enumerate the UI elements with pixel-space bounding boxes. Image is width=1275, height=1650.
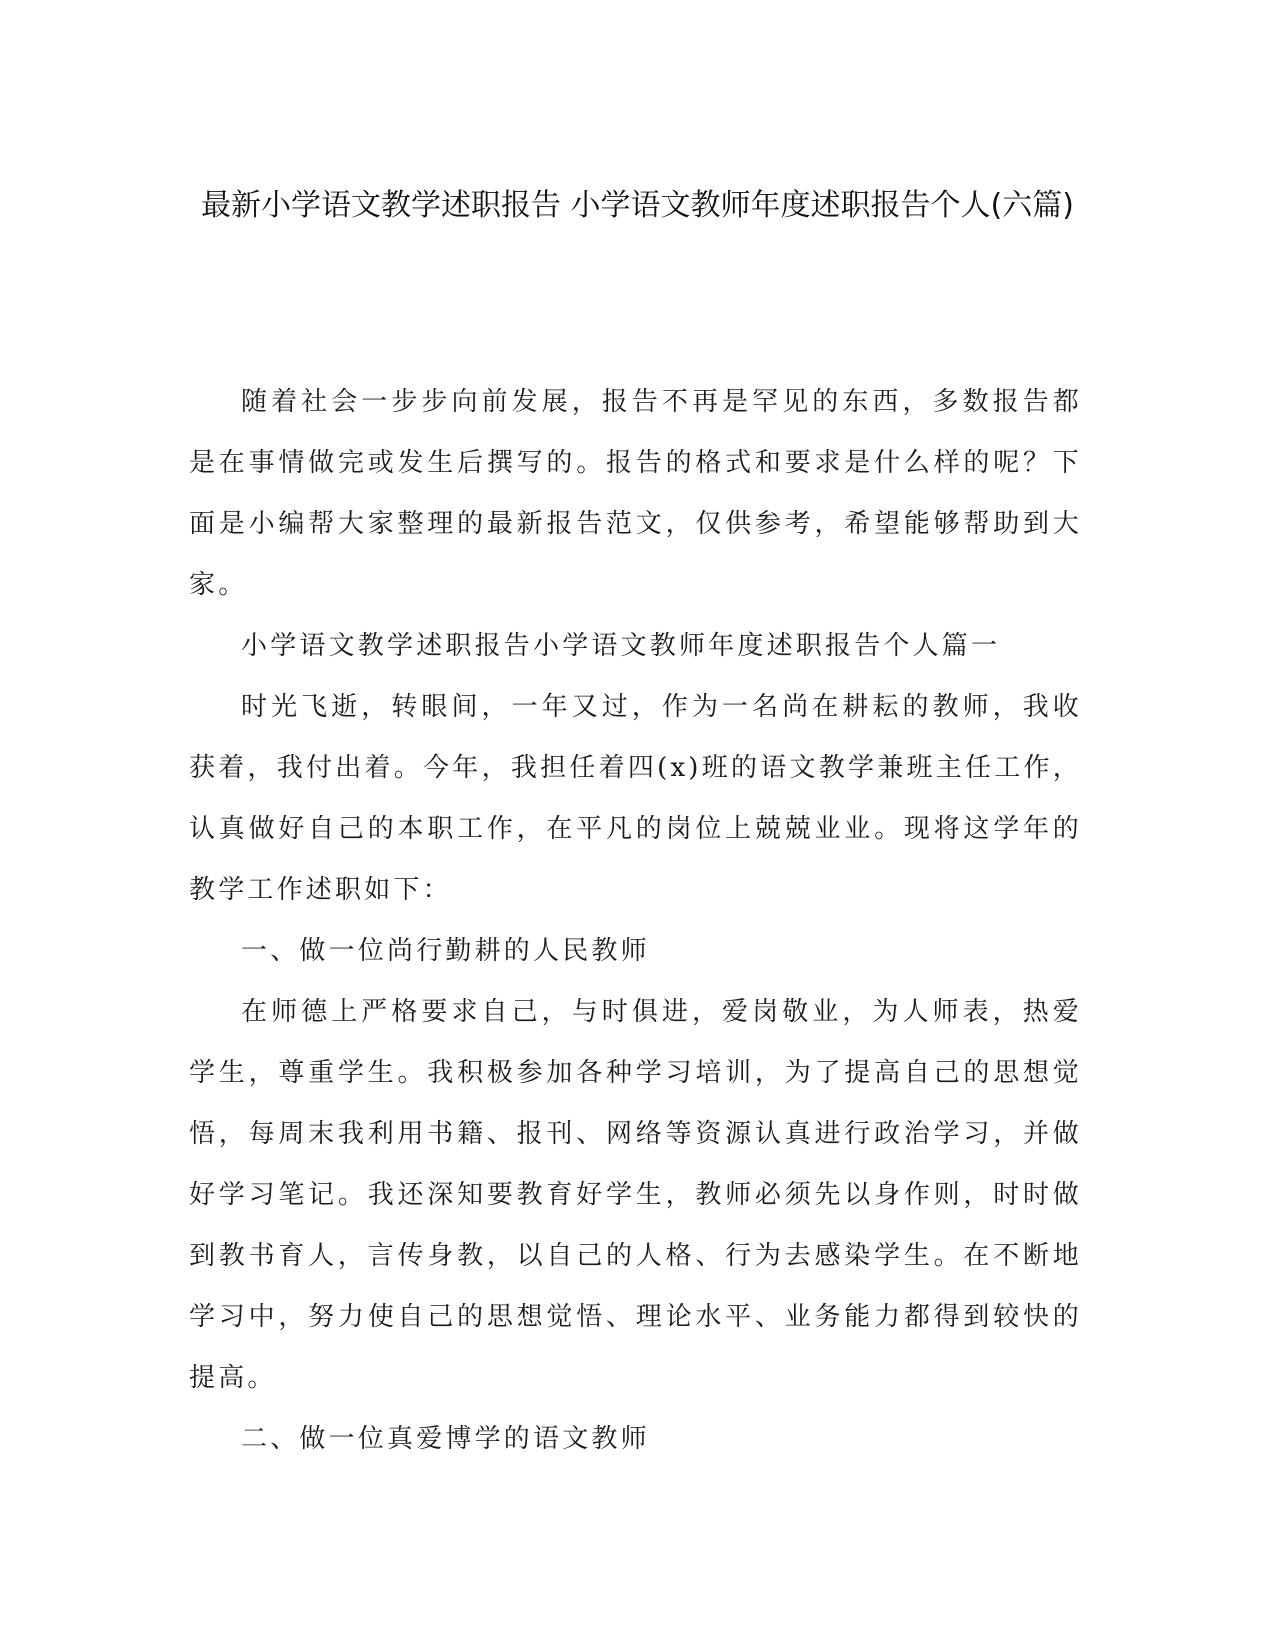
section-heading: 一、做一位尚行勤耕的人民教师 (241, 936, 650, 966)
section-heading: 二、做一位真爱博学的语文教师 (241, 1424, 650, 1454)
intro-paragraph: 随着社会一步步向前发展，报告不再是罕见的东西，多数报告都是在事情做完或发生后撰写的。报告的格式和要求是什么样的呢？下面是小编帮大家整理的最新报告范文，仅供参考，希望能够帮助到大家。 (189, 387, 1082, 600)
document-title: 最新小学语文教学述职报告 小学语文教师年度述职报告个人(六篇) (201, 188, 1074, 223)
chapter-heading: 小学语文教学述职报告小学语文教师年度述职报告个人篇一 (241, 631, 1001, 661)
document-body (189, 372, 1082, 1470)
body-paragraph: 在师德上严格要求自己，与时俱进，爱岗敬业，为人师表，热爱学生，尊重学生。我积极参加各种学习培训，为了提高自己的思想觉悟，每周末我利用书籍、报刊、网络等资源认真进行政治学习，并做好学习笔记。我还深知要教育好学生，教师必须先以身作则，时时做到教书育人，言传身教，以自己的人格、行为去感染学生。在不断地学习中，努力使自己的思想觉悟、理论水平、业务能力都得到较快的提高。 (189, 997, 1082, 1393)
body-paragraph: 时光飞逝，转眼间，一年又过，作为一名尚在耕耘的教师，我收获着，我付出着。今年，我担任着四(x)班的语文教学兼班主任工作，认真做好自己的本职工作，在平凡的岗位上兢兢业业。现将这学年的教学工作述职如下： (189, 692, 1082, 905)
